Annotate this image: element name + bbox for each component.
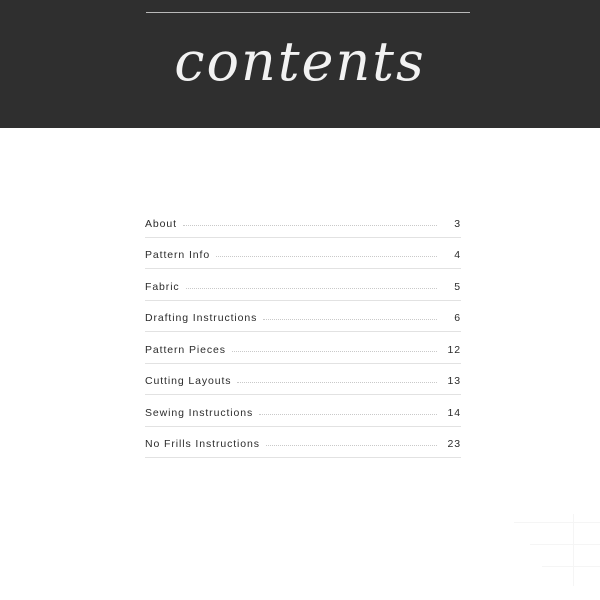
toc-entry-label: Fabric	[145, 280, 180, 293]
toc-entry-page: 3	[454, 217, 461, 230]
table-of-contents	[145, 206, 461, 458]
toc-leader-dots	[266, 444, 437, 446]
page-title: contents	[174, 30, 426, 93]
header-band	[0, 0, 600, 128]
header-divider-rule	[146, 12, 470, 13]
toc-entry-page: 13	[447, 375, 461, 387]
toc-entry-page: 14	[447, 406, 461, 419]
toc-entry-page: 6	[454, 312, 461, 324]
toc-entry-no-frills-instructions[interactable]	[145, 427, 461, 459]
toc-entry-fabric[interactable]	[145, 269, 461, 301]
toc-leader-dots	[259, 413, 437, 415]
toc-entry-label: Pattern Info	[145, 249, 211, 261]
toc-entry-pattern-pieces[interactable]	[145, 332, 461, 364]
toc-leader-dots	[237, 381, 437, 383]
toc-entry-label: Pattern Pieces	[145, 343, 226, 356]
toc-entry-label: About	[145, 217, 177, 230]
toc-entry-drafting-instructions[interactable]	[145, 301, 461, 333]
toc-entry-label: No Frills Instructions	[145, 438, 260, 450]
toc-entry-page: 12	[447, 343, 461, 356]
page-edge-artifact	[508, 514, 600, 600]
toc-leader-dots	[186, 287, 437, 289]
toc-entry-about[interactable]	[145, 206, 461, 238]
toc-entry-page: 4	[454, 249, 461, 261]
toc-leader-dots	[232, 350, 437, 352]
toc-leader-dots	[216, 255, 437, 257]
toc-entry-pattern-info[interactable]	[145, 238, 461, 270]
toc-entry-sewing-instructions[interactable]	[145, 395, 461, 427]
toc-entry-page: 5	[454, 280, 461, 293]
toc-entry-label: Cutting Layouts	[145, 375, 232, 387]
toc-leader-dots	[183, 224, 437, 226]
toc-entry-label: Drafting Instructions	[145, 312, 258, 324]
toc-entry-cutting-layouts[interactable]	[145, 364, 461, 396]
toc-entry-label: Sewing Instructions	[145, 406, 254, 419]
toc-entry-page: 23	[447, 438, 461, 450]
toc-leader-dots	[263, 318, 437, 320]
